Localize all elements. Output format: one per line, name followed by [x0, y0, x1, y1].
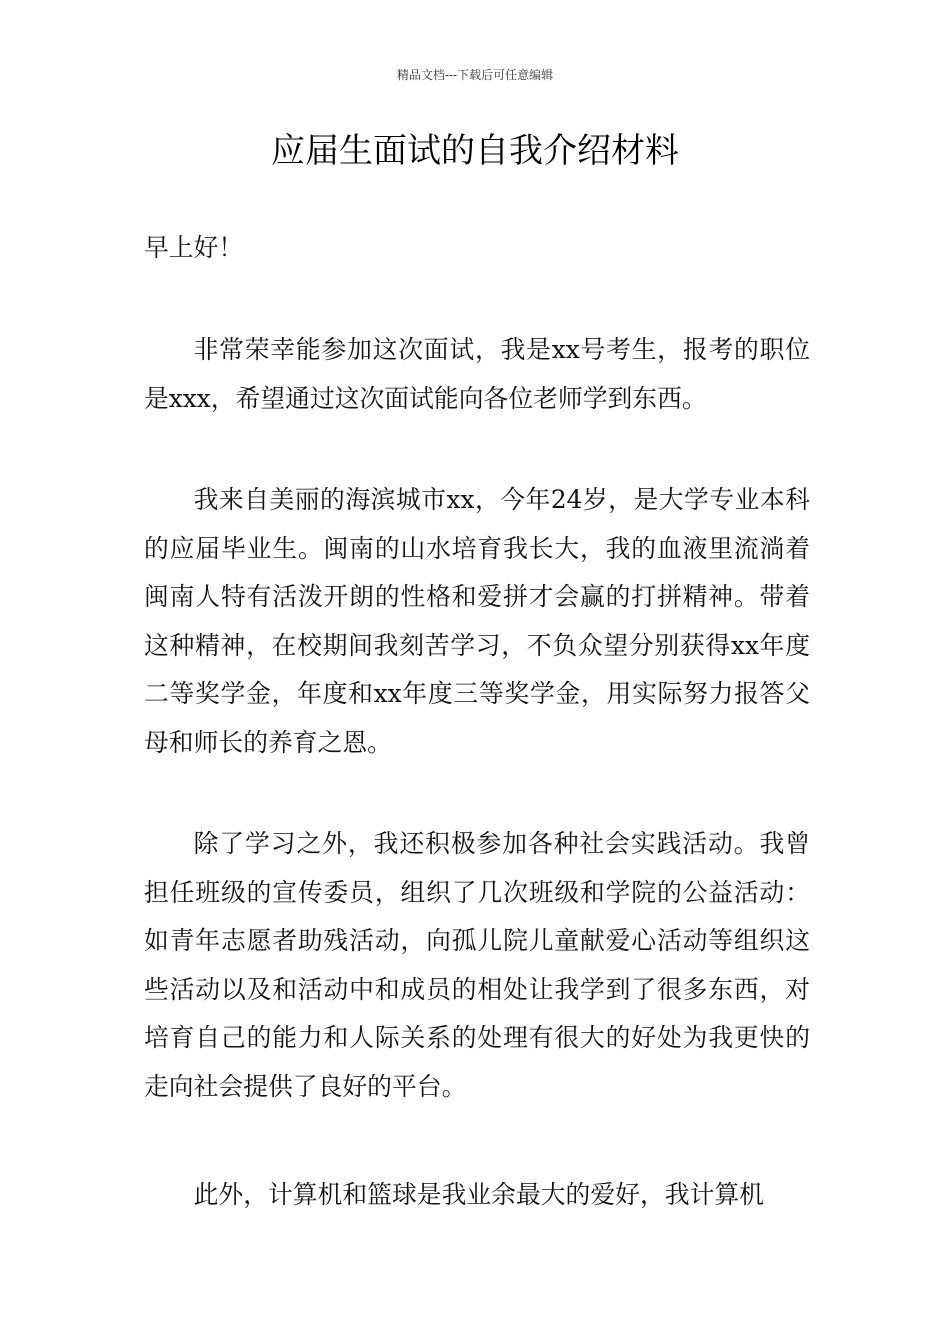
- paragraph-1: 非常荣幸能参加这次面试，我是xx号考生，报考的职位是xxx，希望通过这次面试能向各位老师学到东西。: [144, 335, 810, 413]
- paragraph-3: 除了学习之外，我还积极参加各种社会实践活动。我曾担任班级的宣传委员，组织了几次班级和学院的公益活动：如青年志愿者助残活动，向孤儿院儿童献爱心活动等组织这些活动以及和活动中和成员的相处让我学到了很多东西，对培育自己的能力和人际关系的处理有很大的好处为我更快的走向社会提供了良好的平台。: [144, 829, 810, 1101]
- greeting-line: 早上好！: [144, 233, 244, 262]
- document-title: 应届生面试的自我介绍材料: [271, 131, 679, 171]
- page-header-note: 精品文档---下载后可任意编辑: [396, 68, 554, 82]
- paragraph-4: 此外，计算机和篮球是我业余最大的爱好，我计算机: [193, 1180, 764, 1209]
- paragraph-2: 我来自美丽的海滨城市xx，今年24岁，是大学专业本科的应届毕业生。闽南的山水培育我长大，我的血液里流淌着闽南人特有活泼开朗的性格和爱拼才会赢的打拼精神。带着这种精神，在校期间我刻苦学习，不负众望分别获得xx年度二等奖学金，年度和xx年度三等奖学金，用实际努力报答父母和师长的养育之恩。: [144, 485, 810, 757]
